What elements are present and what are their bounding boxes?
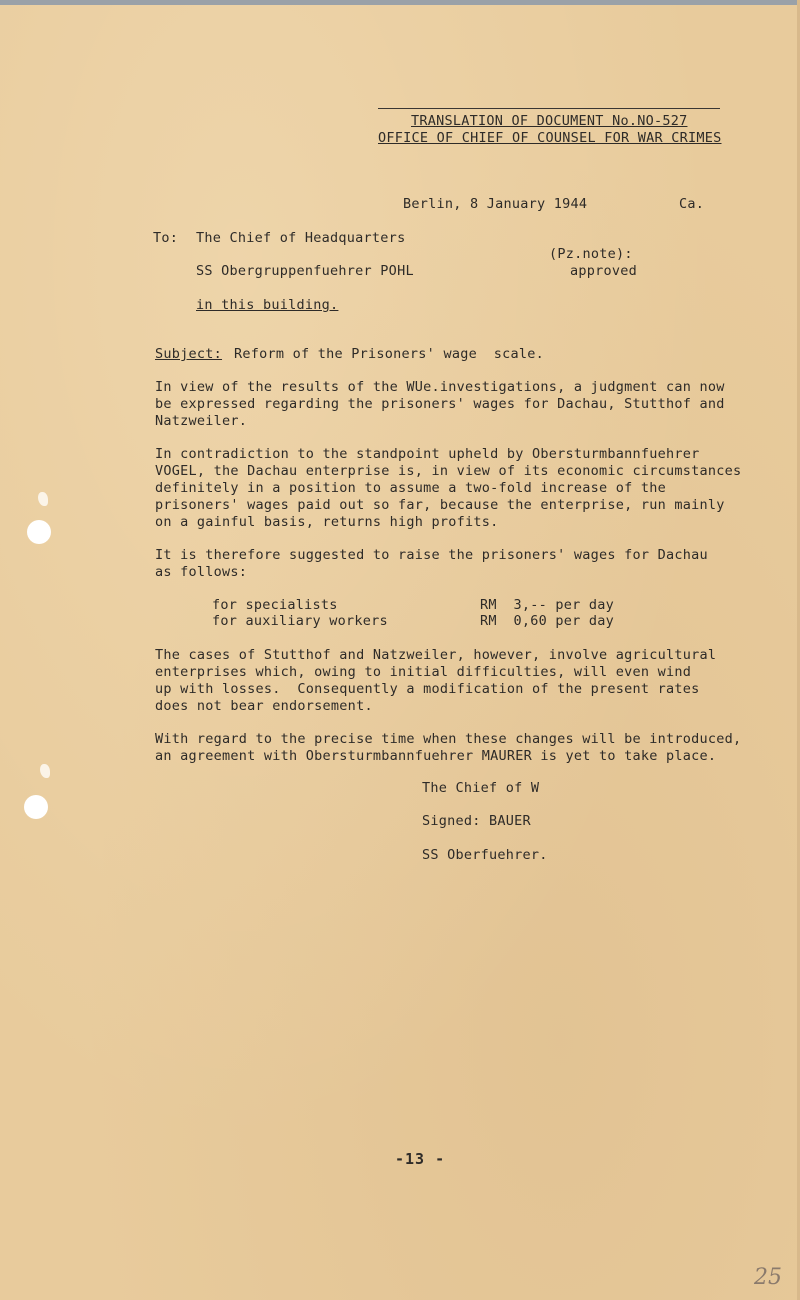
wage-category-auxiliary: for auxiliary workers (212, 613, 388, 629)
punch-hole-lower (24, 795, 48, 819)
header-office: OFFICE OF CHIEF OF COUNSEL FOR WAR CRIMES (378, 130, 722, 146)
pz-note-label: (Pz.note): (549, 246, 633, 262)
subject-label: Subject: (155, 346, 223, 362)
to-label: To: (153, 230, 179, 246)
paragraph-5-line-1: With regard to the precise time when these changes will be introduced, (155, 731, 742, 747)
paragraph-3-line-1: It is therefore suggested to raise the prisoners' wages for Dachau (155, 547, 708, 563)
paragraph-1-line-2: be expressed regarding the prisoners' wages for Dachau, Stutthof and (155, 396, 725, 412)
dateline-place-date: Berlin, 8 January 1944 (403, 196, 588, 212)
paragraph-4-line-2: enterprises which, owing to initial difficulties, will even wind (155, 664, 692, 680)
paragraph-2-line-5: on a gainful basis, returns high profits. (155, 514, 499, 530)
dateline-initials: Ca. (679, 196, 705, 212)
paragraph-2-line-3: definitely in a position to assume a two-fold increase of the (155, 480, 667, 496)
signature-signed: Signed: BAUER (422, 813, 531, 829)
wage-category-specialists: for specialists (212, 597, 338, 613)
paragraph-5-line-2: an agreement with Obersturmbannfuehrer MAURER is yet to take place. (155, 748, 717, 764)
paragraph-4-line-3: up with losses. Consequently a modification of the present rates (155, 681, 700, 697)
header-document-number: TRANSLATION OF DOCUMENT No.NO-527 (411, 113, 688, 129)
punch-hole-upper (27, 520, 51, 544)
paragraph-1-line-3: Natzweiler. (155, 413, 248, 429)
wage-rate-auxiliary: RM 0,60 per day (480, 613, 615, 629)
addressee-line1: The Chief of Headquarters (196, 230, 406, 246)
addressee-line3: in this building. (196, 297, 339, 313)
paragraph-4-line-1: The cases of Stutthof and Natzweiler, however, involve agricultural (155, 647, 717, 663)
paragraph-4-line-4: does not bear endorsement. (155, 698, 373, 714)
addressee-line2: SS Obergruppenfuehrer POHL (196, 263, 414, 279)
signature-title: The Chief of W (422, 780, 540, 796)
handwritten-page-mark: 25 (754, 1265, 782, 1290)
paragraph-2-line-1: In contradiction to the standpoint upheld by Obersturmbannfuehrer (155, 446, 700, 462)
header-top-rule (378, 108, 720, 109)
paragraph-3-line-2: as follows: (155, 564, 248, 580)
paragraph-2-line-2: VOGEL, the Dachau enterprise is, in view of its economic circumstances (155, 463, 742, 479)
paragraph-1-line-1: In view of the results of the WUe.investigations, a judgment can now (155, 379, 725, 395)
page-number: -13 - (395, 1150, 446, 1168)
punch-tear-upper (38, 492, 48, 506)
wage-rate-specialists: RM 3,-- per day (480, 597, 615, 613)
pz-note-approved: approved (570, 263, 638, 279)
subject-text: Reform of the Prisoners' wage scale. (234, 346, 544, 362)
punch-tear-lower (40, 764, 50, 778)
scanner-top-edge (0, 0, 800, 5)
signature-rank: SS Oberfuehrer. (422, 847, 548, 863)
paragraph-2-line-4: prisoners' wages paid out so far, because the enterprise, run mainly (155, 497, 725, 513)
